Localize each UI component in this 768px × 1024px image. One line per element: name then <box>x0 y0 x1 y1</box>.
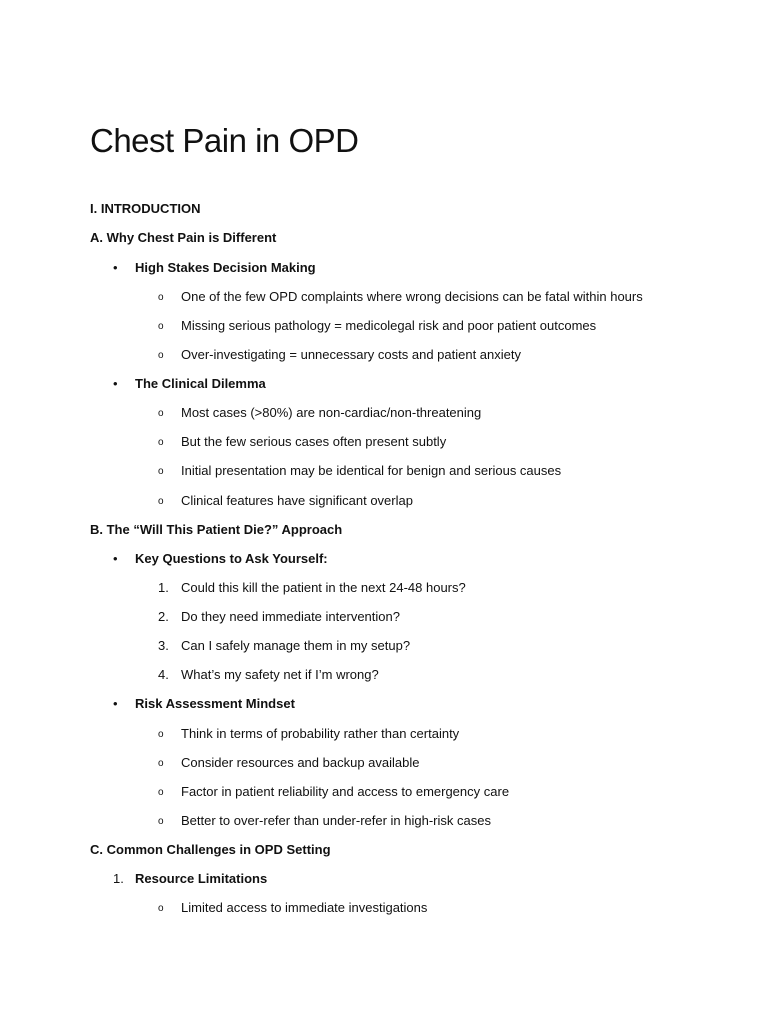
circle-marker: o <box>158 350 164 361</box>
bullet-marker: • <box>113 696 118 711</box>
bullet-marker: • <box>113 376 118 391</box>
list-item: Can I safely manage them in my setup? <box>181 638 411 653</box>
list-item: What’s my safety net if I’m wrong? <box>181 667 379 682</box>
list-item: Better to over-refer than under-refer in high-risk cases <box>181 813 491 828</box>
list-item: Over-investigating = unnecessary costs and patient anxiety <box>181 347 521 362</box>
list-item: One of the few OPD complaints where wrong decisions can be fatal within hours <box>181 289 643 304</box>
circle-marker: o <box>158 729 164 740</box>
list-item: Clinical features have significant overlap <box>181 493 413 508</box>
list-item: Limited access to immediate investigations <box>181 900 428 915</box>
list-number: 1. <box>158 580 169 595</box>
list-item: Consider resources and backup available <box>181 755 420 770</box>
circle-marker: o <box>158 437 164 448</box>
list-item-label: High Stakes Decision Making <box>135 260 316 275</box>
list-item: Factor in patient reliability and access to emergency care <box>181 784 510 799</box>
list-number: 4. <box>158 667 169 682</box>
list-item: Think in terms of probability rather than certainty <box>181 726 460 741</box>
list-item: Missing serious pathology = medicolegal risk and poor patient outcomes <box>181 318 597 333</box>
circle-marker: o <box>158 466 164 477</box>
circle-marker: o <box>158 496 164 507</box>
circle-marker: o <box>158 787 164 798</box>
subsection-heading-b: B. The “Will This Patient Die?” Approach <box>90 522 343 537</box>
circle-marker: o <box>158 321 164 332</box>
section-heading-introduction: I. INTRODUCTION <box>90 201 201 216</box>
subsection-heading-a: A. Why Chest Pain is Different <box>90 230 277 245</box>
circle-marker: o <box>158 816 164 827</box>
list-item: Most cases (>80%) are non-cardiac/non-threatening <box>181 405 482 420</box>
page-title: Chest Pain in OPD <box>90 122 359 159</box>
subsection-heading-c: C. Common Challenges in OPD Setting <box>90 842 331 857</box>
list-item: Do they need immediate intervention? <box>181 609 400 624</box>
circle-marker: o <box>158 292 164 303</box>
bullet-marker: • <box>113 551 118 566</box>
circle-marker: o <box>158 408 164 419</box>
circle-marker: o <box>158 903 164 914</box>
list-item-label: Resource Limitations <box>135 871 268 886</box>
list-item-label: Key Questions to Ask Yourself: <box>135 551 328 566</box>
list-item: Initial presentation may be identical for benign and serious causes <box>181 463 562 478</box>
list-item: Could this kill the patient in the next 24-48 hours? <box>181 580 466 595</box>
circle-marker: o <box>158 758 164 769</box>
list-item-label: The Clinical Dilemma <box>135 376 266 391</box>
list-item: But the few serious cases often present subtly <box>181 434 447 449</box>
list-number: 3. <box>158 638 169 653</box>
list-item-label: Risk Assessment Mindset <box>135 696 295 711</box>
list-number: 2. <box>158 609 169 624</box>
bullet-marker: • <box>113 260 118 275</box>
list-number: 1. <box>113 871 124 886</box>
